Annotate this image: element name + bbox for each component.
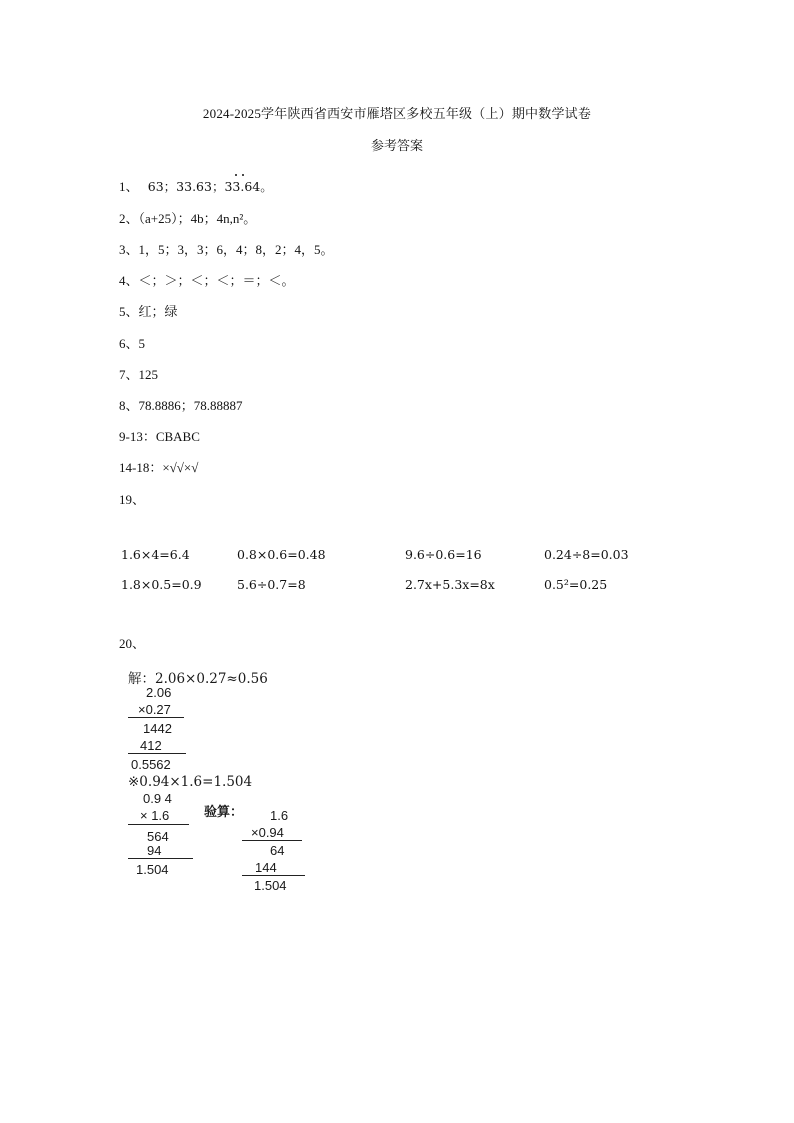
q19-r2-c3: 2.7x+5.3x=8x — [405, 577, 495, 592]
q19-r1-c3: 9.6÷0.6=16 — [405, 547, 482, 562]
q20-second-line: ※0.94×1.6=1.504 — [128, 774, 253, 790]
m3-rule-1 — [242, 840, 302, 841]
q20-solve-line: 解：2.06×0.27≈0.56 — [128, 671, 268, 687]
m3-partial-2: 144 — [255, 860, 277, 875]
answer-4: 4、＜；＞；＜；＜；＝；＜。 — [119, 273, 295, 288]
m2-multiplier: × 1.6 — [140, 808, 170, 823]
m1-partial-2: 412 — [140, 738, 162, 753]
m2-partial-2: 94 — [147, 843, 162, 858]
m2-rule-1 — [128, 824, 189, 825]
m3-partial-1: 64 — [270, 843, 285, 858]
q19-r1-c1: 1.6×4=6.4 — [121, 547, 190, 562]
answer-19-label: 19、 — [119, 492, 146, 507]
answer-2: 2、（a+25）；4b；4n,n²。 — [119, 211, 257, 226]
m2-result: 1.504 — [136, 862, 169, 877]
m1-rule-2 — [128, 753, 186, 754]
answer-8: 8、78.8886；78.88887 — [119, 398, 243, 413]
answer-1-text: 63；33.63；33.64。 — [147, 179, 273, 194]
m1-multiplicand: 2.06 — [146, 685, 172, 700]
answer-7: 7、125 — [119, 367, 159, 382]
q19-r2-c2: 5.6÷0.7=8 — [237, 577, 306, 592]
q19-r1-c2: 0.8×0.6=0.48 — [237, 547, 326, 562]
m2-partial-1: 564 — [147, 829, 169, 844]
m1-result: 0.5562 — [131, 757, 171, 772]
m3-rule-2 — [242, 875, 305, 876]
answer-5: 5、红；绿 — [119, 304, 178, 319]
repeating-dot-mark — [235, 174, 237, 176]
answer-1-number: 1、 — [119, 179, 139, 194]
answer-20-label: 20、 — [119, 636, 146, 651]
m3-result: 1.504 — [254, 878, 287, 893]
q19-r2-c4: 0.5²=0.25 — [544, 577, 608, 592]
repeating-dot-mark — [242, 174, 244, 176]
answer-6: 6、5 — [119, 336, 146, 351]
answer-9-13: 9-13：CBABC — [119, 429, 200, 444]
m1-multiplier: ×0.27 — [138, 702, 171, 717]
m3-multiplier: ×0.94 — [251, 825, 284, 840]
answer-3: 3、1，5；3，3；6，4；8，2；4，5。 — [119, 242, 334, 257]
answer-14-18: 14-18：×√√×√ — [119, 460, 199, 475]
q19-r2-c1: 1.8×0.5=0.9 — [121, 577, 202, 592]
check-label: 验算： — [204, 804, 244, 819]
m1-partial-1: 1442 — [143, 721, 172, 736]
m2-multiplicand: 0.9 4 — [143, 791, 172, 806]
page-title: 2024-2025学年陕西省西安市雁塔区多校五年级（上）期中数学试卷 — [202, 106, 592, 121]
q19-r1-c4: 0.24÷8=0.03 — [544, 547, 629, 562]
m1-rule-1 — [128, 717, 184, 718]
m2-rule-2 — [128, 858, 193, 859]
page-subtitle: 参考答案 — [370, 138, 423, 153]
answer-1 — [119, 176, 273, 195]
m3-multiplicand: 1.6 — [270, 808, 289, 823]
